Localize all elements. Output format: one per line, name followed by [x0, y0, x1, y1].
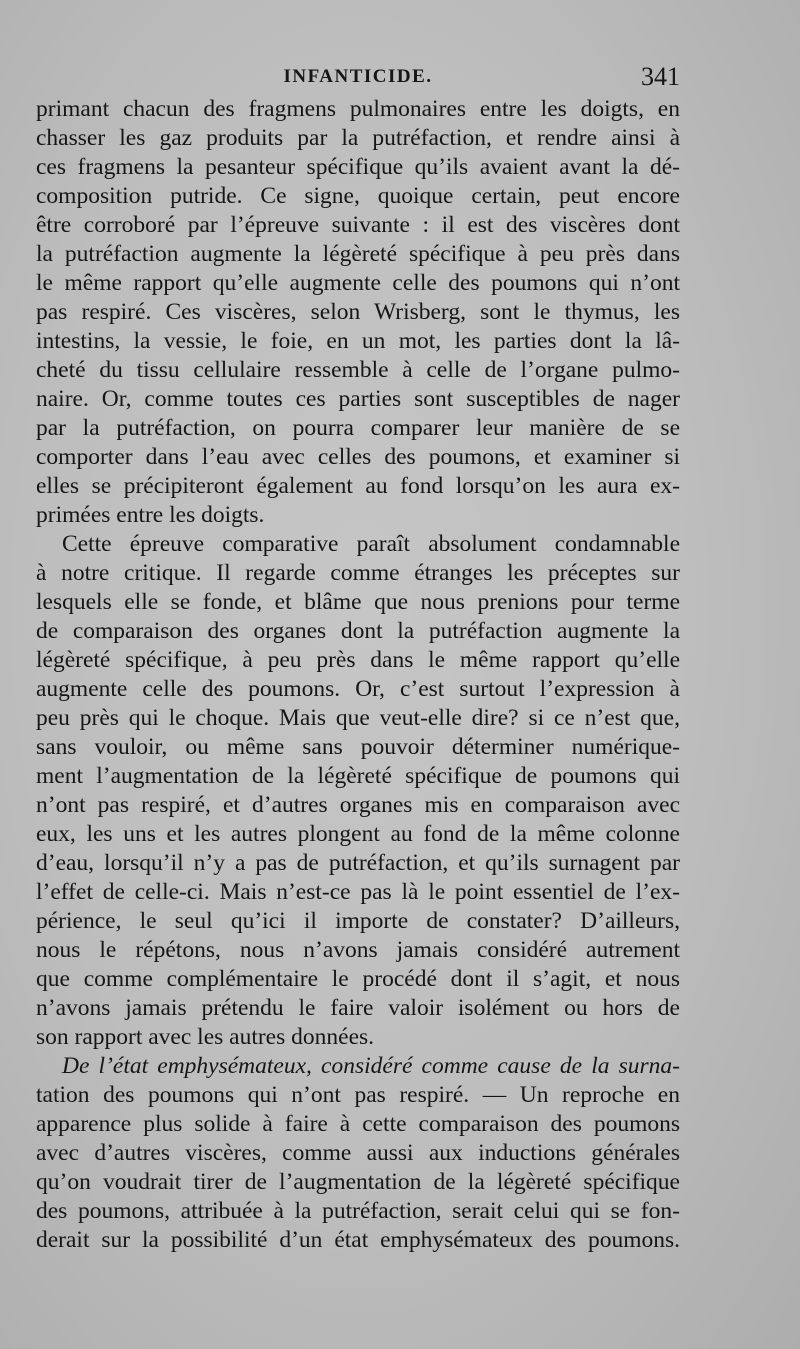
running-head [36, 62, 680, 94]
text-line: comporter dans l’eau avec celles des poumons, et examiner si [36, 444, 680, 470]
text-line: son rapport avec les autres données. [36, 1024, 375, 1050]
text-line: eux, les uns et les autres plongent au fond de la même colonne [36, 821, 680, 847]
running-title: INFANTICIDE. [283, 66, 433, 87]
text-line: pas respiré. Ces viscères, selon Wrisberg, sont le thymus, les [36, 299, 680, 325]
text-line: sans vouloir, ou même sans pouvoir déterminer numérique- [36, 734, 680, 760]
page-number: 341 [641, 62, 680, 91]
text-line: primant chacun des fragmens pulmonaires entre les doigts, en [36, 96, 680, 122]
text-line: Cette épreuve comparative paraît absolument condamnable [62, 531, 680, 557]
text-line: tation des poumons qui n’ont pas respiré. — Un reproche en [36, 1082, 680, 1108]
text-line: primées entre les doigts. [36, 502, 265, 528]
text-line: l’effet de celle-ci. Mais n’est-ce pas là le point essentiel de l’ex- [36, 879, 680, 905]
text-line: n’ont pas respiré, et d’autres organes mis en comparaison avec [36, 792, 680, 818]
text-line: périence, le seul qu’ici il importe de constater? D’ailleurs, [36, 908, 680, 934]
text-line: des poumons, attribuée à la putréfaction, serait celui qui se fon- [36, 1198, 680, 1224]
text-line: légèreté spécifique, à peu près dans le même rapport qu’elle [36, 647, 680, 673]
text-line: ment l’augmentation de la légèreté spécifique de poumons qui [36, 763, 680, 789]
text-line: cheté du tissu cellulaire ressemble à celle de l’organe pulmo- [36, 357, 680, 383]
text-line: nous le répétons, nous n’avons jamais considéré autrement [36, 937, 680, 963]
text-line: la putréfaction augmente la légèreté spécifique à peu près dans [36, 241, 680, 267]
text-line: de comparaison des organes dont la putréfaction augmente la [36, 618, 680, 644]
text-line: derait sur la possibilité d’un état emphysémateux des poumons. [36, 1227, 680, 1253]
text-line: être corroboré par l’épreuve suivante : il est des viscères dont [36, 212, 680, 238]
text-line: naire. Or, comme toutes ces parties sont susceptibles de nager [36, 386, 680, 412]
text-line: avec d’autres viscères, comme aussi aux inductions générales [36, 1140, 680, 1166]
text-line: qu’on voudrait tirer de l’augmentation de la légèreté spécifique [36, 1169, 680, 1195]
text-line: lesquels elle se fonde, et blâme que nous prenions pour terme [36, 589, 680, 615]
text-line: composition putride. Ce signe, quoique certain, peut encore [36, 183, 680, 209]
text-line: augmente celle des poumons. Or, c’est surtout l’expression à [36, 676, 680, 702]
text-line: peu près qui le choque. Mais que veut-elle dire? si ce n’est que, [36, 705, 680, 731]
text-line: que comme complémentaire le procédé dont il s’agit, et nous [36, 966, 680, 992]
text-line: apparence plus solide à faire à cette comparaison des poumons [36, 1111, 680, 1137]
text-line: ces fragmens la pesanteur spécifique qu’ils avaient avant la dé- [36, 154, 680, 180]
text-line: chasser les gaz produits par la putréfaction, et rendre ainsi à [36, 125, 680, 151]
text-line: intestins, la vessie, le foie, en un mot, les parties dont la lâ- [36, 328, 680, 354]
text-line: elles se précipiteront également au fond lorsqu’on les aura ex- [36, 473, 680, 499]
text-line: par la putréfaction, on pourra comparer leur manière de se [36, 415, 680, 441]
text-line: d’eau, lorsqu’il n’y a pas de putréfaction, et qu’ils surnagent par [36, 850, 680, 876]
text-line: le même rapport qu’elle augmente celle des poumons qui n’ont [36, 270, 680, 296]
section-heading-line: De l’état emphysémateux, considéré comme cause de la surna- [62, 1053, 680, 1079]
text-line: n’avons jamais prétendu le faire valoir isolément ou hors de [36, 995, 680, 1021]
text-line: à notre critique. Il regarde comme étranges les préceptes sur [36, 560, 680, 586]
body-text [36, 95, 680, 1255]
